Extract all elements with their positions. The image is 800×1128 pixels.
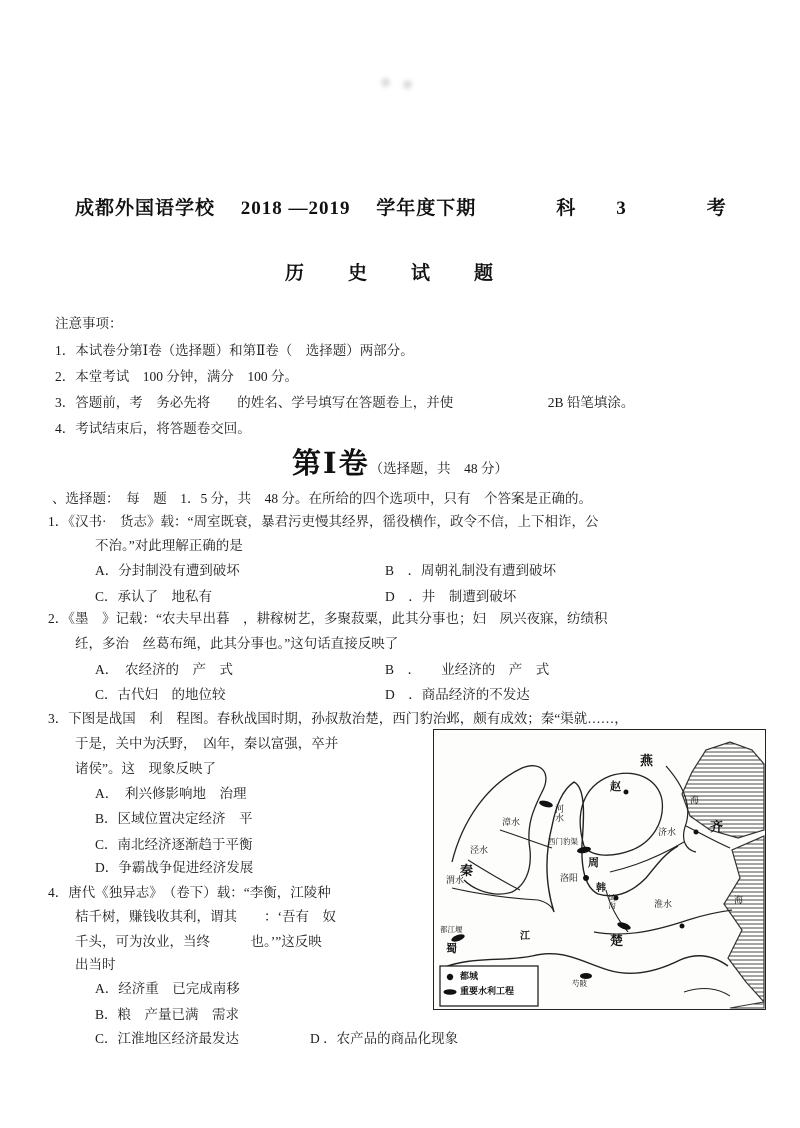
question-2-option-b: B ． 业经济的 产 式 <box>385 662 550 677</box>
notice-item-2: 2．本堂考试 100 分钟，满分 100 分。 <box>55 369 298 384</box>
map-label-zhou: 周 <box>588 857 599 869</box>
warring-states-waterworks-map <box>433 729 766 1010</box>
question-3-option-d: D．争霸战争促进经济发展 <box>95 860 254 875</box>
map-label-shu: 蜀 <box>446 943 457 955</box>
map-label-jiang: 江 <box>520 931 530 942</box>
school-title-line: 成都外国语学校 2018 —2019 学年度下期 科 3 考 <box>75 198 727 219</box>
scan-artifact <box>381 78 390 87</box>
scan-artifact <box>403 80 412 89</box>
question-1-stem-line-2: 不治。”对此理解正确的是 <box>95 538 243 553</box>
map-label-qi: 齐 <box>710 819 724 834</box>
choice-intro: 、选择题： 每 题 1．5 分，共 48 分。在所给的四个选项中，只有 个答案是正确的。 <box>52 491 592 506</box>
question-3-stem-line-2: 于是，关中为沃野， 凶年，秦以富强，卒并 <box>75 736 339 751</box>
question-2-stem-line-2: 纴，多治 丝葛布绳，此其分事也。”这句话直接反映了 <box>75 636 399 651</box>
map-label-han: 韩 <box>596 883 606 894</box>
question-2-option-a: A． 农经济的 产 式 <box>95 662 233 677</box>
map-label-wei-shui: 渭水 <box>446 875 465 885</box>
map-label-zhao: 赵 <box>610 781 621 793</box>
question-2-option-d: D ．商品经济的不发达 <box>385 687 530 702</box>
question-1-option-a: A．分封制没有遭到破坏 <box>95 563 240 578</box>
notice-heading: 注意事项： <box>55 316 123 331</box>
section-1-heading <box>0 441 800 482</box>
question-4-stem-line-1: 4．唐代《独异志》 （卷下）载：“李衡，江陵种 <box>48 885 331 900</box>
question-4-option-d: D ．农产品的商品化现象 <box>310 1031 459 1046</box>
map-drawing <box>434 730 765 1009</box>
notice-item-4: 4．考试结束后，将答题卷交回。 <box>55 421 251 436</box>
question-4-option-b: B．粮 产量已满 需求 <box>95 1007 240 1022</box>
map-label-ximenbao-canal: 西门豹渠 <box>548 837 578 846</box>
map-label-luoyang: 洛阳 <box>560 873 579 883</box>
notice-item-3: 3．答题前，考 务必先将 的姓名、学号填写在答题卷上，并使 2B 铅笔填涂。 <box>55 395 635 410</box>
question-4-option-c: C．江淮地区经济最发达 <box>95 1031 240 1046</box>
map-label-sea-e: 海 <box>734 895 744 905</box>
question-1-option-b: B ．周朝礼制没有遭到破坏 <box>385 563 557 578</box>
map-label-jing-shui: 泾水 <box>470 845 489 855</box>
section-1-title: 第Ⅰ卷 <box>292 448 370 480</box>
map-label-shaobei: 芍陂 <box>572 979 587 988</box>
question-3-stem-line-3: 诸侯”。这 现象反映了 <box>75 761 216 776</box>
map-label-sea-ne: 海 <box>690 795 700 805</box>
question-4-stem-line-4: 出当时 <box>75 957 116 972</box>
section-1-subtitle: （选择题，共 48 分） <box>369 461 508 476</box>
map-label-ji-shui: 济水 <box>658 827 677 837</box>
map-legend-capital-label: 都城 <box>460 971 479 981</box>
question-3-option-c: C．南北经济逐渐趋于平衡 <box>95 837 253 852</box>
document-title: 历 史 试 题 <box>284 263 495 284</box>
map-label-yan: 燕 <box>640 753 654 768</box>
question-1-option-c: C．承认了 地私有 <box>95 589 213 604</box>
map-label-huai-shui: 淮水 <box>654 899 673 909</box>
question-4-stem-line-2: 桔千树，赚钱收其利，谓其 ：‘吾有 奴 <box>75 909 336 924</box>
notice-item-1: 1．本试卷分第Ⅰ卷（选择题）和第Ⅱ卷（ 选择题）两部分。 <box>55 343 414 358</box>
question-2-option-c: C．古代妇 的地位较 <box>95 687 226 702</box>
map-label-zhang-shui: 漳水 <box>502 817 521 827</box>
question-1-option-d: D ．井 制遭到破坏 <box>385 589 517 604</box>
question-4-stem-line-3: 千头，可为汝业，当终 也。’”这反映 <box>75 934 322 949</box>
map-label-hong-gou: 鸿沟 <box>607 894 617 909</box>
question-3-stem-line-1: 3．下图是战国 利 程图。春秋战国时期，孙叔敖治楚，西门豹治邺，颇有成效；秦“渠就……， <box>48 711 628 726</box>
map-legend-project-label: 重要水利工程 <box>460 986 515 996</box>
map-label-he-shui: 河水 <box>554 804 564 822</box>
question-3-option-a: A． 利兴修影响地 治理 <box>95 786 247 801</box>
question-1-stem-line-1: 1．《汉书· 货志》载：“周室既衰，暴君污吏慢其经界，徭役横作，政令不信，上下相诈，公 <box>48 514 599 529</box>
map-label-qin: 秦 <box>460 863 474 878</box>
map-label-dujiangyan: 都江堰 <box>440 925 463 934</box>
question-4-option-a: A．经济重 已完成南移 <box>95 981 240 996</box>
map-label-chu: 楚 <box>610 933 624 948</box>
question-2-stem-line-1: 2．《墨 》记载：“农夫早出暮 ，耕稼树艺，多聚菽粟，此其分事也；妇 夙兴夜寐，纺绩积 <box>48 611 608 626</box>
question-3-option-b: B．区域位置决定经济 平 <box>95 811 253 826</box>
